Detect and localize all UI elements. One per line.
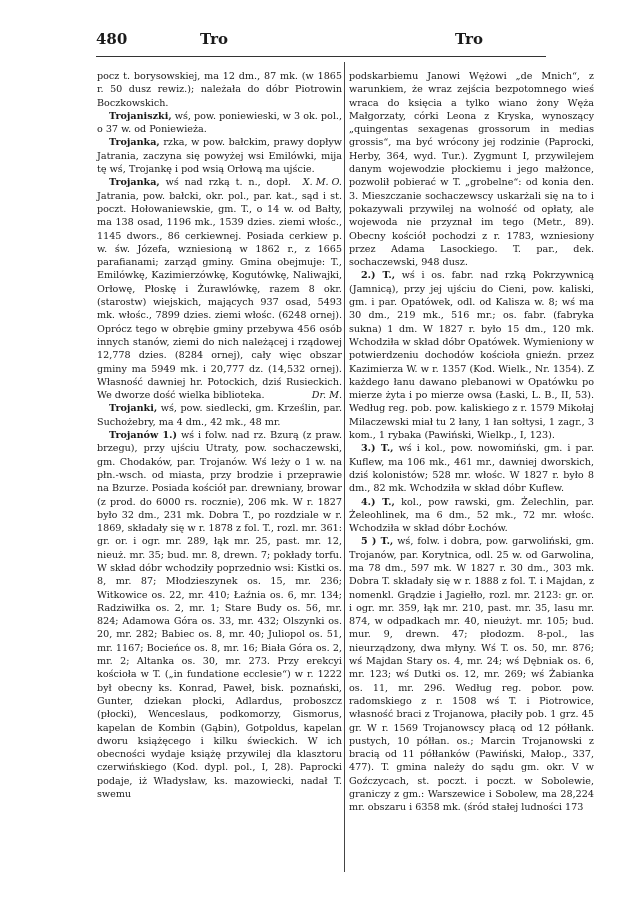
entry-paragraph	[349, 442, 594, 495]
entry-paragraph	[97, 136, 342, 189]
entry-head: Trojanka,	[109, 177, 160, 189]
page-number: 480	[96, 30, 128, 48]
entry-text: wś i os. fabr. nad rzką Pokrzywnicą (Jamnicą), przy jej ujściu do Cieni, pow. kaliski, gm. i par. Opatówek, odl. od Kalisza w. 8; wś ma 30 dm., 219 mk., 516 mr.; os. fabr. (fabryka sukna) 1 dm. W 1827 r. było 15 dm., 120 mk. Wchodziła w skład dóbr Opatówek. Wymieniony w potwierdzeniu dochodów kościoła gnieźn. przez Kazimierza W. w r. 1357 (Kod. Wielk., Nr. 1354). Z każdego łanu dawano plebanowi w Opatówku po mierze żyta i po mierze owsa (Łaski, L. B., II, 53). Według reg. pob. pow. kaliskiego z r. 1579 Mikołaj Milaczewski miał tu 2 łany, 1 łan sołtysi, 1 zagr., 3 kom., 1 rybaka (Pawiński, Wielkp., I, 123).	[349, 270, 595, 442]
header-rule	[96, 56, 546, 57]
page-header	[0, 30, 637, 54]
author-signature: Dr. M.	[311, 390, 342, 402]
entry-paragraph	[349, 535, 594, 814]
entry-head: 5 ) T.,	[361, 536, 394, 548]
entry-paragraph	[97, 110, 342, 137]
column-divider	[344, 62, 345, 872]
entry-text: wś i kol., pow. nowomiński, gm. i par. Kuflew, ma 106 mk., 461 mr., dawniej dworskich, dziś kolonistów; 528 mr. włośc. W 1827 r. było 8 dm., 82 mk. Wchodziła w skład dóbr Kuflew.	[349, 443, 594, 495]
entry-text: wś i folw. nad rz. Bzurą (z praw. brzegu), przy ujściu Utraty, pow. sochaczewski, gm. Chodaków, par. Trojanów. Wś leży o 1 w. na płn.-wsch. od miasta, przy brodzie i przeprawie na Bzurze. Posiada kościół par. drewniany, browar (z prod. do 6000 rs. rocznie), 206 mk. W r. 1827 było 32 dm., 231 mk. Dobra T., po rozdziale w r. 1869, składały się w r. 1878 z fol. T., rozl. mr. 361: gr. or. i ogr. mr. 289, łąk mr. 25, past. mr. 12, nieuż. mr. 35; bud. mr. 8, drewn. 7; pokłady torfu. W skład dóbr wchodziły poprzednio wsi: Kistki os. 8, mr. 87; Młodzieszynek os. 15, mr. 236; Witkowice os. 22, mr. 410; Łaźnia os. 6, mr. 134; Radziwiłka os. 2, mr. 1; Stare Budy os. 56, mr. 824; Adamowa Góra os. 33, mr. 432; Olszynki os. 20, mr. 282; Babiec os. 8, mr. 40; Juliopol os. 51, mr. 1167; Bocieńce os. 8, mr. 16; Biała Góra os. 2, mr. 2; Altanka os. 30, mr. 273. Przy erekcyi kościoła w T. („in fundatione ecclesie“) w r. 1222 był obecny ks. Konrad, Paweł, bisk. poznański, Gunter, dziekan płocki, Adlardus, proboszcz (płocki), Wenceslaus, podkomorzy, Gismorus, kapelan de Kombin (Gąbin), Gotpoldus, kapelan dworu książęcego i kilku świeckich. W ich obecności wydaje książę przywilej dla klasztoru czerwińskiego (Kod. dypl. pol., I, 28). Paprocki podaje, iż Władysław, ks. mazowiecki, nadał T. swemu	[97, 430, 342, 801]
entry-head: 2.) T.,	[361, 270, 396, 282]
entry-text: kol., pow rawski, gm. Żelechlin, par. Żeleohlinek, ma 6 dm., 52 mk., 72 mr. włośc. Wchodziła w skład dóbr Łochów.	[349, 496, 594, 535]
entry-paragraph	[97, 402, 342, 429]
entry-paragraph	[349, 70, 594, 269]
entry-text: wś, folw. i dobra, pow. garwoliński, gm. Trojanów, par. Korytnica, odl. 25 w. od Garwolina, ma 78 dm., 597 mk. W 1827 r. 30 dm., 303 mk. Dobra T. składały się w r. 1888 z fol. T. i Majdan, z nomenkl. Grądzie i Jagiełło, rozl. mr. 2123: gr. or. i ogr. mr. 359, łąk mr. 210, past. mr. 35, lasu mr. 874, w odpadkach mr. 40, nieużyt. mr. 105; bud. mur. 9, drewn. 47; płodozm. 8-pol., las nieurządzony, dwa młyny. Wś T. os. 50, mr. 876; wś Majdan Stary os. 4, mr. 24; wś Dębniak os. 6, mr. 123; wś Dutki os. 12, mr. 269; wś Żabianka os. 11, mr. 296. Według reg. pobor. pow. radomskiego z r. 1508 wś T. i Piotrowice, własność braci z Trojanowa, płaciły pob. 1 grz. 45 gr. W r. 1569 Trojanowscy płacą od 12 półłank. pustych, 10 półłan. os.; Marcin Trojanowski z bracią od 11 półłanków (Pawiński, Małop., 337, 477). T. gmina należy do sądu gm. okr. V w Goźczycach, st. poczt. i poczt. w Sobolewie, graniczy z gm.: Warszewice i Sobolew, ma 28,224 mr. obszaru i 6358 mk. (śród stałej ludności 173	[349, 536, 594, 814]
entry-paragraph	[97, 176, 342, 402]
entry-head: Trojaniszki,	[109, 110, 172, 122]
author-signature: X. M. O.	[302, 177, 342, 189]
entry-text: podskarbiemu Janowi Wężowi „de Mnich“, z warunkiem, że wraz zejścia bezpotomnego wieś wraca do księcia a tylko wiano żony Węża Małgorzaty, córki Leona z Kryska, wynoszący „quingentas sexagenas grossorum in medias grossis“, ma być wrócony jej rodzinie (Paprocki, Herby, 364, wyd. Tur.). Zygmunt I, przywilejem danym wojewodzie płockiemu i jego małżonce, pozwolił pobierać w T. „grobelne“: od konia den. 3. Mieszczanie sochaczewscy uskarżali się na to i pokazywali przywilej na wolność od opłaty, ale wojewoda nie przyznał im tego (Metr., 89). Obecny kościół pochodzi z r. 1783, wzniesiony przez Adama Lasockiego. T. par., dek. sochaczewski, 948 dusz.	[349, 71, 594, 269]
entry-head: Trojanka,	[109, 137, 160, 149]
entry-text: wś, pow. poniewieski, w 3 ok. pol., o 37 w. od Poniewieża.	[97, 110, 342, 136]
entry-paragraph	[97, 70, 342, 110]
left-column	[97, 70, 342, 801]
right-column	[349, 70, 594, 815]
left-running-head: Tro	[200, 30, 228, 48]
entry-text: pocz t. borysowskiej, ma 12 dm., 87 mk. (w 1865 r. 50 dusz rewiz.); należała do dóbr Piotrowin Boczkowskich.	[97, 71, 342, 109]
entry-head: Trojanki,	[109, 403, 158, 415]
entry-text: wś nad rzką t. n., dopł. Jatrania, pow. bałcki, okr. pol., par. kat., sąd i st. poczt. Hołowaniewskie, gm. T., o 14 w. od Bałty, ma 138 osad, 1196 mk., 1539 dzies. ziemi włośc., 1145 dwors., 86 cerkiewnej. Posiada cerkiew p. w. św. Józefa, wzniesioną w 1862 r., z 1665 parafianami; zarząd gminy. Gmina obejmuje: T., Emilówkę, Kazimierzówkę, Kogutówkę, Naliwajki, Orłowę, Płoskę i Żurawlówkę, razem 8 okr. (starostw) wiejskich, mających 937 osad, 5493 mk. włośc., 7899 dzies. ziemi włośc. (6248 ornej). Oprócz tego w obrębie gminy przebywa 456 osób innych stanów, ziemi do nich należącej i rządowej 12,778 dzies. (8284 ornej), cały więc obszar gminy ma 5949 mk. i 20,777 dz. (14,532 ornej). Własność dawniej hr. Potockich, dziś Rusieckich. We dworze dość wielka biblioteka.	[97, 177, 342, 402]
entry-text: rzka, w pow. bałckim, prawy dopływ Jatrania, zaczyna się powyżej wsi Emilówki, mija tę wś, Trojankę i pod wsią Orłową ma ujście.	[97, 137, 342, 176]
entry-head: Trojanów 1.)	[109, 430, 178, 442]
entry-text: wś, pow. siedlecki, gm. Krześlin, par. Suchożebry, ma 4 dm., 42 mk., 48 mr.	[97, 403, 342, 428]
right-running-head: Tro	[455, 30, 483, 48]
entry-paragraph	[349, 496, 594, 536]
entry-head: 3.) T.,	[361, 443, 394, 455]
entry-paragraph	[97, 429, 342, 801]
entry-paragraph	[349, 269, 594, 442]
entry-head: 4.) T.,	[361, 496, 395, 508]
